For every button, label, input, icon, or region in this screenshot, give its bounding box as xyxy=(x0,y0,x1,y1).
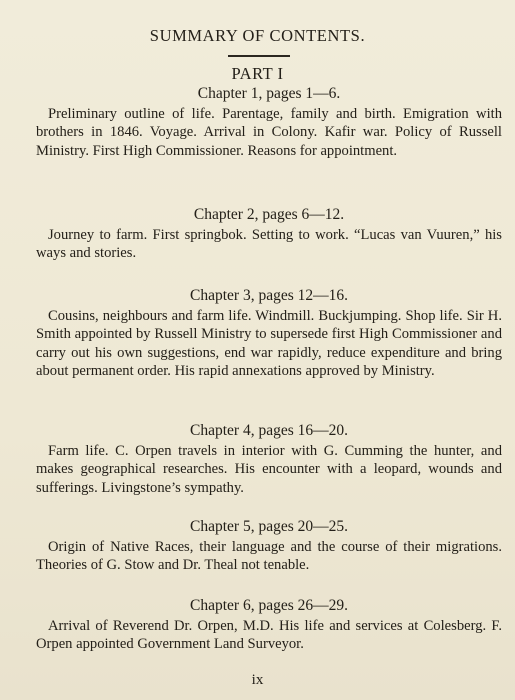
page-number: ix xyxy=(251,672,264,688)
chapter-summary: Arrival of Reverend Dr. Orpen, M.D. His life and services at Colesberg. F. Orpen appointed Government Land Surveyor. xyxy=(36,618,502,653)
chapter-entry-5 xyxy=(36,517,502,575)
chapter-heading: Chapter 1, pages 1—6. xyxy=(197,85,341,102)
chapter-entry-6 xyxy=(36,596,502,654)
chapter-summary: Origin of Native Races, their language and the course of their migrations. Theories of G. Stow and Dr. Theal not tenable. xyxy=(36,539,502,574)
chapter-entry-3 xyxy=(36,286,502,381)
chapter-heading: Chapter 3, pages 12—16. xyxy=(190,287,348,304)
chapter-summary: Journey to farm. First springbok. Setting to work. “Lucas van Vuuren,” his ways and stories. xyxy=(36,227,502,262)
chapter-summary: Preliminary outline of life. Parentage, family and birth. Emigration with brothers in 1846. Voyage. Arrival in Colony. Kafir war. Policy of Russell Ministry. First High Commissioner. Reasons for appointment. xyxy=(36,106,502,159)
title-rule xyxy=(228,55,290,57)
part-heading: PART I xyxy=(231,64,284,83)
chapter-heading: Chapter 5, pages 20—25. xyxy=(190,518,348,535)
chapter-entry-2 xyxy=(36,205,502,263)
chapter-summary: Cousins, neighbours and farm life. Windmill. Buckjumping. Shop life. Sir H. Smith appointed by Russell Ministry to supersede first High Commissioner and carry out his own suggestions, end war rapidly, reduce expenditure and bring about permanent order. His rapid annexations approved by Ministry. xyxy=(36,308,502,380)
chapter-heading: Chapter 6, pages 26—29. xyxy=(190,597,348,614)
chapter-entry-1 xyxy=(36,84,502,160)
chapter-heading: Chapter 2, pages 6—12. xyxy=(193,206,345,223)
page-title: SUMMARY OF CONTENTS. xyxy=(149,26,366,45)
chapter-entry-4 xyxy=(36,421,502,497)
chapter-heading: Chapter 4, pages 16—20. xyxy=(190,422,348,439)
chapter-summary: Farm life. C. Orpen travels in interior with G. Cumming the hunter, and makes geographical researches. His encounter with a leopard, wounds and sufferings. Livingstone’s sympathy. xyxy=(36,443,502,496)
